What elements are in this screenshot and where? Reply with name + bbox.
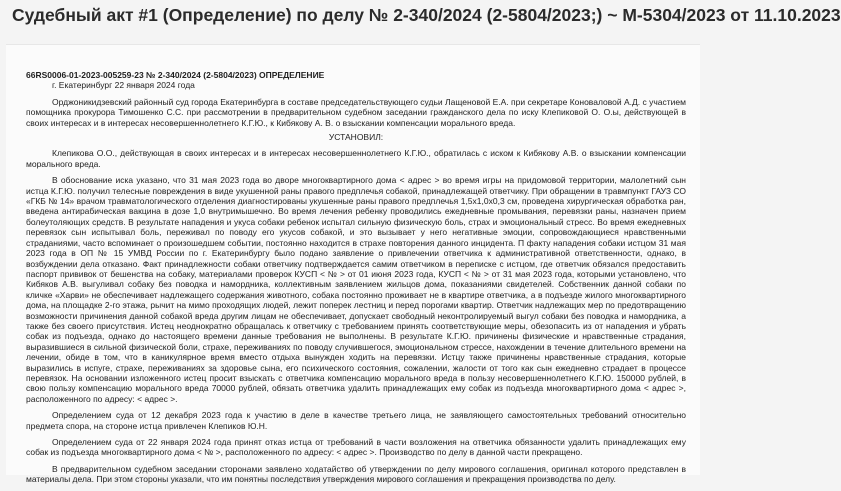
place-date: г. Екатеринбург 22 января 2024 года bbox=[52, 80, 195, 91]
ruling-paragraph: Определением суда от 22 января 2024 года принят отказ истца от требований в части возложения на ответчика обязанности удалить принадлежащих ему собак из подъезда многоквартирного дома < № >, расположенного по адресу: < адрес >. Производство по делу в данной части прекращено. bbox=[26, 437, 686, 458]
established-label: УСТАНОВИЛ: bbox=[328, 132, 384, 143]
settlement-paragraph: В предварительном судебном заседании сторонами заявлено ходатайство об утверждении по делу мирового соглашения, оригинал которого представлен в материалы дела. При этом стороны указали, что им понятны последствия утверждения мирового соглашения и прекращения производства по делу. bbox=[26, 463, 686, 485]
document-header: 66RS0006-01-2023-005259-23 № 2-340/2024 (2-5804/2023) ОПРЕДЕЛЕНИЕ bbox=[26, 70, 325, 80]
intro-paragraph: Орджоникидзевский районный суд города Екатеринбурга в составе председательствующего судьи Лащеновой Е.А. при секретаре Коноваловой А.Д. с участием помощника прокурора Тимошенко С.С. при рассмотрении в предварительном судебном заседании гражданского дела по иску Клепиковой О. О.ы, действующей в своих интересах и в интересах несовершеннолетнего К.Г.Ю., к Кибякову А. В. о взыскании компенсации морального вреда. bbox=[26, 96, 686, 128]
document-body bbox=[26, 70, 686, 491]
page-title: Судебный акт #1 (Определение) по делу № 2-340/2024 (2-5804/2023;) ~ М-5304/2023 от 11.10.2023 bbox=[12, 5, 841, 25]
claim-paragraph: Клепикова О.О., действующая в своих интересах и в интересах несовершеннолетнего К.Г.Ю., обратилась с иском к Кибякову А.В. о взыскании компенсации морального вреда. bbox=[26, 148, 686, 169]
third-party-paragraph: Определением суда от 12 декабря 2023 года к участию в деле в качестве третьего лица, не заявляющего самостоятельных требований относительно предмета спора, на стороне истца привлечен Клепиков Ю.Н. bbox=[26, 410, 686, 431]
grounds-paragraph: В обоснование иска указано, что 31 мая 2023 года во дворе многоквартирного дома < адрес > во время игры на придомовой территории, малолетний сын истца К.Г.Ю. получил телесные повреждения в виде укушенной раны правого предплечья собакой, принадлежащей ответчику. При обращении в травмпункт ГАУЗ СО «ГКБ № 14» врачом травматологического отделения диагностированы укушенные раны правого предплечья 1,5х1,0х0,3 см, проведена хирургическая обработка ран, введена антирабическая вакцина в дозе 1,0 внутримышечно. Во время лечения ребенку проводились ежедневные промывания, перевязки раны, назначен прием болеутоляющих средств. В результате нападения и укуса собаки ребенок испытал сильную физическую боль, страх и эмоциональный стресс. Во время ежедневных перевязок сын испытывал боль, переживал по поводу его укусов собакой, и это вызывает у него негативные эмоции, сопровождающиеся нравственными страданиями, часто вспоминает о произошедшем событии, постоянно находится в страхе повторения данного инцидента. П факту нападения собаки истцом 31 мая 2023 года в ОП № 15 УМВД России по г. Екатеринбургу было подано заявление о привлечении ответчика к административной ответственности, однако, в возбуждении дела отказано. Факт принадлежности собаки ответчику подтверждается самим ответчиком в переписке с истцом, где ответчик обязался предоставить паспорт прививок от бешенства на собаку, материалами проверок КУСП < № > от 01 июня 2023 года, КУСП < № > от 31 мая 2023 года, которыми установлено, что Кибяков А.В. выгуливал собаку без поводка и намордника, коллективным заявлением жильцов дома, показаниями свидетелей. Собственник данной собаки по кличке «Харви» не обеспечивает надлежащего содержания животного, собака постоянно проживает не в квартире ответчика, а в подъезде жилого многоквартирного дома, на площадке 2-го этажа, рычит на мимо проходящих людей, лежит поперек лестниц и перед порогами квартир. Ответчик надлежащих мер по предотвращению возможности причинения данной собакой вреда другим лицам не обеспечивает, допускает свободный неконтролируемый выгул собаки без поводка и намордника, а также без своего присутствия. Истец неоднократно обращалась к ответчику с требованием принять соответствующие меры, обезопасить из от нападения и убрать собак из подъезда, однако до настоящего времени данные требования не выполнены. В результате К.Г.Ю. причинены физические и нравственные страдания, выразившиеся в сильной физической боли, страхе, переживаниях по поводу случившегося, эмоциональном стрессе, нахождении в течение длительного времени на лечении, обиде в том, что в каникулярное время вместо отдыха вынужден ходить на перевязки. Истцу также причинены нравственные страдания, которые выразились в испуге, страхе, переживаниях за здоровье сына, его психического состояния, сожалении, жалости от того как сын ежедневно страдает в процессе перевязок. На основании изложенного истец просит взыскать с ответчика компенсацию морального вреда в пользу несовершеннолетнего К.Г.Ю. 150000 рублей, в свою пользу компенсацию морального вреда 70000 рублей, обязать ответчика удалить принадлежащих ему собак из подъезда многоквартирного дома < адрес >, расположенного по адресу: < адрес >. bbox=[26, 175, 686, 404]
